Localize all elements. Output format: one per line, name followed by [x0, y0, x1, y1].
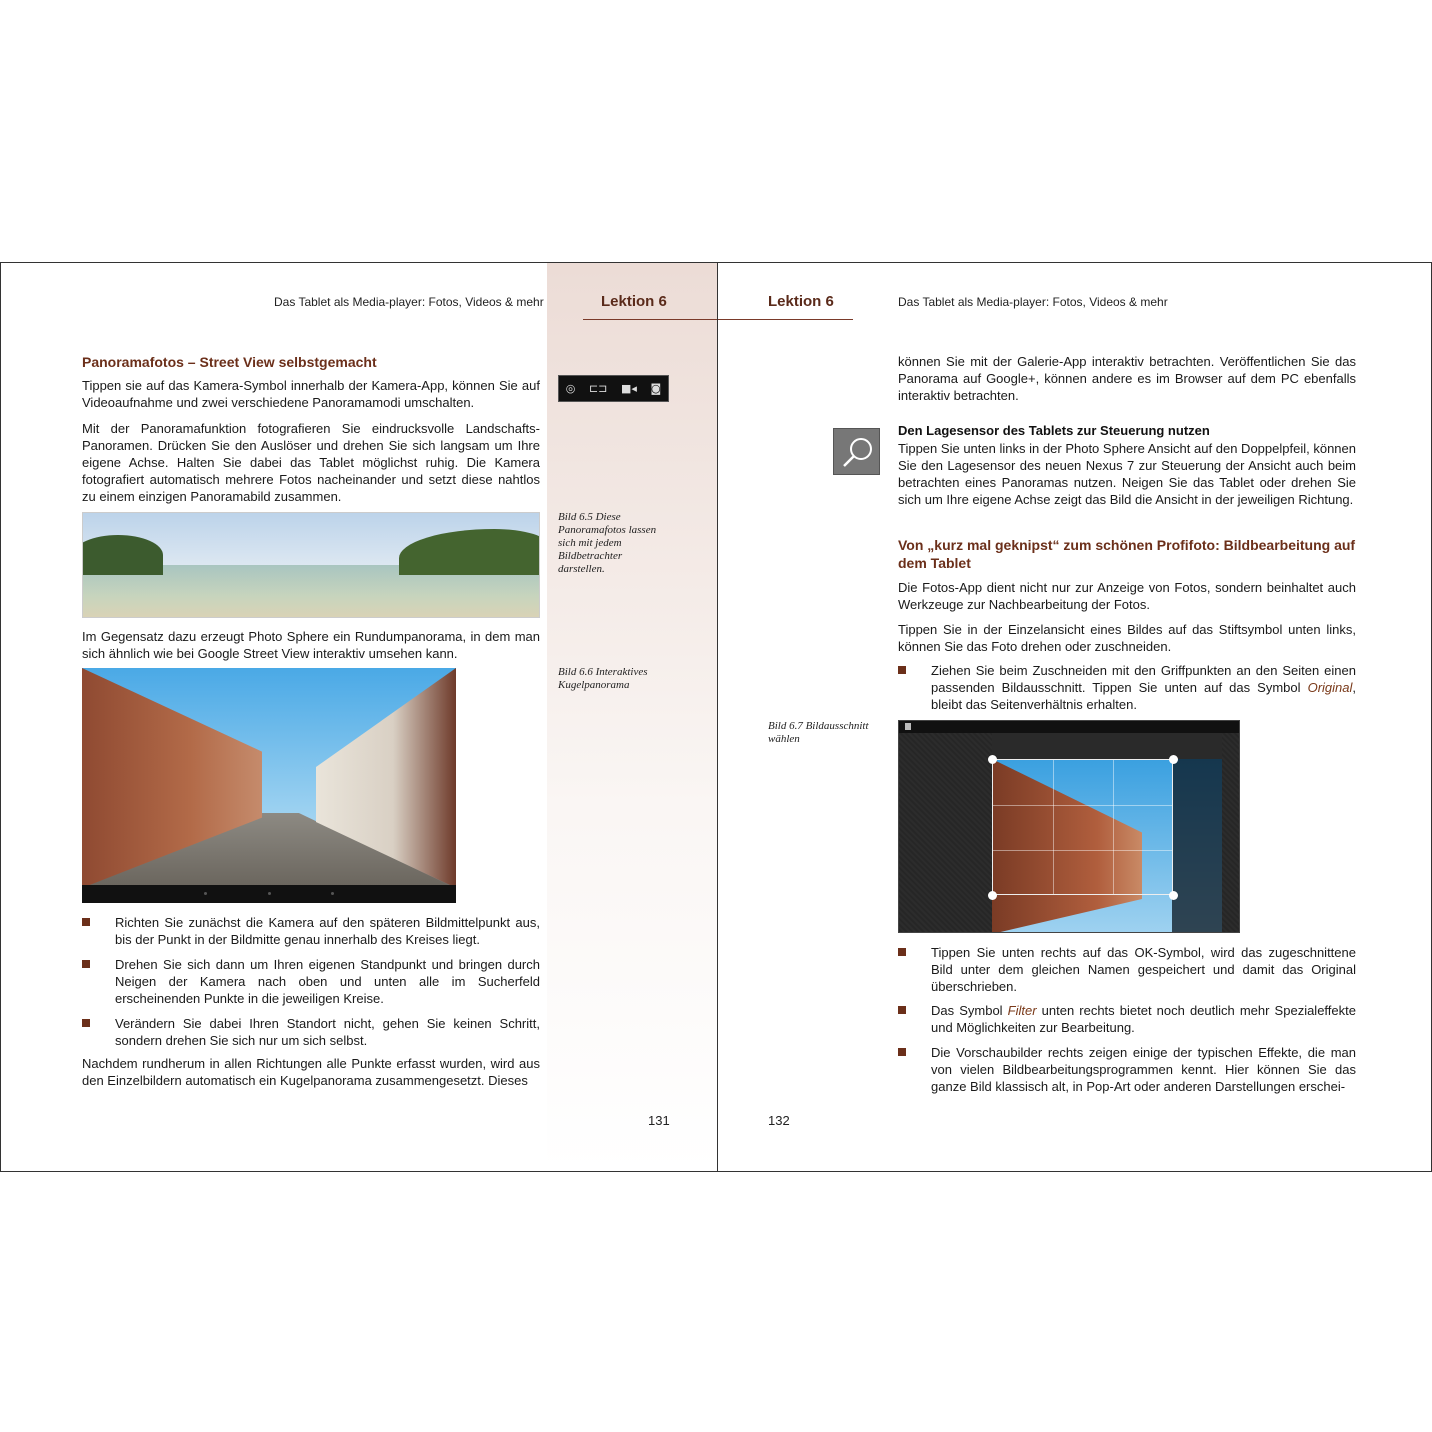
paragraph: Mit der Panoramafunktion fotografieren Sie eindrucksvolle Landschafts-Panoramen. Drücken Sie den Auslöser und drehen Sie sich langsam um Ihre eigene Achse. Halten Sie dabei das Tablet möglichst ruhig. Die Kamera fotografiert automatisch mehrere Fotos nacheinander und setzt diese nahtlos zu einem einzigen Panoramabild zusammen.: [82, 421, 540, 504]
crop-handle: [1169, 755, 1178, 764]
paragraph: Tippen sie auf das Kamera-Symbol innerhalb der Kamera-App, können Sie auf Videoaufnahme und zwei verschiedene Panoramamodi umschalten.: [82, 378, 540, 410]
section-heading: Panoramafotos – Street View selbstgemacht: [82, 354, 377, 370]
list-item: Verändern Sie dabei Ihren Standort nicht, gehen Sie keinen Schritt, sondern drehen Sie sich nur um sich selbst.: [82, 1015, 540, 1049]
paragraph: Im Gegensatz dazu erzeugt Photo Sphere ein Rundumpanorama, in dem man sich ähnlich wie bei Google Street View interaktiv umsehen kann.: [82, 629, 540, 661]
figure-caption: Bild 6.7 Bildausschnitt wählen: [768, 720, 869, 745]
paragraph: Tippen Sie in der Einzelansicht eines Bildes auf das Stiftsymbol unten links, können Sie das Foto drehen oder zuschneiden.: [898, 622, 1356, 654]
page-number: 131: [648, 1113, 670, 1128]
crop-frame: [992, 759, 1173, 895]
lektion-label: Lektion 6: [768, 293, 834, 310]
camera-mode-toolbar: [558, 375, 669, 402]
tip-heading: Den Lagesensor des Tablets zur Steuerung nutzen: [898, 423, 1210, 438]
header-rule: [718, 319, 853, 320]
lektion-label: Lektion 6: [601, 293, 667, 310]
figure-caption: Bild 6.6 Interaktives Kugelpanorama: [558, 666, 648, 691]
list-item: Das Symbol Filter unten rechts bietet noch deutlich mehr Spezialeffekte und Möglichkeiten zur Bearbeitung.: [898, 1002, 1356, 1036]
right-page: [717, 263, 1431, 1171]
video-icon: ■◂: [620, 382, 637, 395]
sphere-panorama-image: [82, 668, 456, 903]
magnifier-icon: [833, 428, 880, 475]
list-item: Richten Sie zunächst die Kamera auf den späteren Bildmittelpunkt aus, bis der Punkt in der Bildmitte genau innerhalb des Kreises liegt.: [82, 914, 540, 948]
crop-handle: [988, 891, 997, 900]
paragraph: können Sie mit der Galerie-App interaktiv betrachten. Veröffentlichen Sie das Panorama auf Google+, können andere es im Browser auf dem PC ebenfalls interaktiv betrachten.: [898, 354, 1356, 403]
paragraph: Die Fotos-App dient nicht nur zur Anzeige von Fotos, sondern beinhaltet auch Werkzeuge zur Nachbearbeitung der Fotos.: [898, 580, 1356, 612]
crop-screenshot: [898, 720, 1240, 933]
list-item: Tippen Sie unten rechts auf das OK-Symbol, wird das zugeschnittene Bild unter dem gleichen Namen gespeichert und damit das Original überschrieben.: [898, 944, 1356, 995]
list-item: Ziehen Sie beim Zuschneiden mit den Griffpunkten an den Seiten einen passenden Bildausschnitt. Tippen Sie unten auf das Symbol Original, bleibt das Seitenverhältnis erhalten.: [898, 662, 1356, 713]
header-rule: [583, 319, 717, 320]
page-number: 132: [768, 1113, 790, 1128]
left-page: [1, 263, 717, 1171]
crop-handle: [988, 755, 997, 764]
figure-caption: Bild 6.5 Diese Panoramafotos lassen sich mit jedem Bildbetrachter darstellen.: [558, 511, 657, 575]
camera-icon: ◙: [650, 382, 662, 395]
list-item: Drehen Sie sich dann um Ihren eigenen Standpunkt und bringen durch Neigen der Kamera nach oben und unten alle im Sucherfeld erscheinenden Punkte in die jeweiligen Kreise.: [82, 956, 540, 1007]
tip-text: Tippen Sie unten links in der Photo Sphere Ansicht auf den Doppelpfeil, können Sie den Lagesensor des neuen Nexus 7 zur Steuerung der Ansicht auch beim betrachten eines Panoramas nutzen. Neigen Sie das Tablet oder drehen Sie sich um Ihre eigene Achse zeigt das Bild die Ansicht in der jeweiligen Richtung.: [898, 441, 1356, 507]
paragraph: Nachdem rundherum in allen Richtungen alle Punkte erfasst wurden, wird aus den Einzelbildern automatisch ein Kugelpanorama zusammengesetzt. Dieses: [82, 1056, 540, 1088]
book-spread: [0, 262, 1432, 1172]
section-heading: Von „kurz mal geknipst“ zum schönen Profifoto: Bildbearbeitung auf dem Tablet: [898, 537, 1356, 571]
running-head: Das Tablet als Media-player: Fotos, Videos & mehr: [274, 295, 544, 309]
running-head: Das Tablet als Media-player: Fotos, Videos & mehr: [898, 295, 1168, 309]
list-item: Die Vorschaubilder rechts zeigen einige der typischen Effekte, die man von vielen Bildbearbeitungsprogrammen kennt. Hier können Sie das ganze Bild klassisch alt, in Pop-Art oder anderen Darstellungen erschei-: [898, 1044, 1356, 1095]
panorama-sphere-icon: ◎: [565, 382, 576, 395]
crop-handle: [1169, 891, 1178, 900]
panorama-icon: ⊏⊐: [588, 382, 608, 395]
panorama-image: [82, 512, 540, 618]
